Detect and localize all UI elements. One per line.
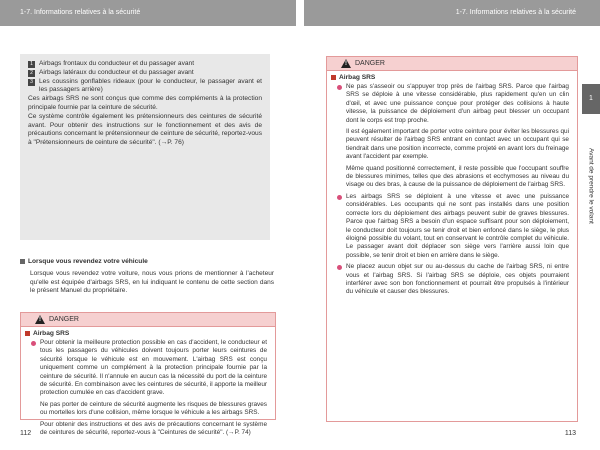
left-page <box>0 26 296 450</box>
chapter-side-label: Avant de prendre le volant <box>587 148 595 224</box>
list-item <box>28 78 262 96</box>
danger-label: DANGER <box>49 315 79 323</box>
square-bullet-icon <box>331 75 336 80</box>
danger-item: Pour obtenir la meilleure protection possible en cas d'accident, le conducteur et tous les passagers du véhicules doivent toujours porter leurs ceintures de sécurité lorsque le véhicule est en mouvement. L'airbag SRS est conçu uniquement comme un complément à la protection principale fournie par la ceinture de sécurité. Il n'annule en aucun cas la nécessité du port de la ceinture de sécurité. En combinaison avec les ceintures de sécurité, il apporte la meilleur protection cumulée en cas d'accident grave. <box>21 339 275 398</box>
info-paragraph: Ce système contrôle également les prétensionneurs des ceintures de sécurité avant. Pour obtenir des instructions sur le fonctionnement et des avis de précautions concernant le prétensionneur de ceinture de sécurité, reportez-vous à "Prétensionneurs de ceinture de sécurité". (→P. 76) <box>28 112 262 147</box>
danger-subtitle: Airbag SRS <box>25 330 275 337</box>
danger-item: Ne placez aucun objet sur ou au-dessus du cache de l'airbag SRS, ni entre vous et l'airbag SRS. Si l'airbag SRS se déploie, ces objets pourraient interférer avec son bon fonctionnement et pourrait être propulsés à l'intérieur du véhicule et causer des blessures. <box>327 263 577 297</box>
list-item-text: Airbags latéraux du conducteur et du passager avant <box>39 68 194 76</box>
bullet-dot-icon <box>337 265 342 270</box>
list-item-text: Airbags frontaux du conducteur et du passager avant <box>39 60 195 67</box>
list-item-text: Les coussins gonflables rideaux (pour le conducteur, le passager avant et les passagers arrière) <box>39 77 262 94</box>
danger-box <box>326 56 578 422</box>
square-bullet-icon <box>20 259 25 264</box>
danger-paragraph: Ne pas porter de ceinture de sécurité augmente les risques de blessures graves ou mortelles lors d'une collision, même lorsque le véhicule a les airbags SRS. <box>40 400 267 417</box>
danger-label: DANGER <box>355 59 385 67</box>
warning-triangle-icon <box>35 315 45 324</box>
section-heading: Lorsque vous revendez votre véhicule <box>20 258 148 265</box>
chapter-title-left: 1-7. Informations relatives à la sécurité <box>20 9 141 16</box>
bullet-dot-icon <box>337 195 342 200</box>
danger-paragraph: Pour obtenir des instructions et des avis de précautions concernant le système de ceintures de sécurité, reportez-vous à "Ceintures de sécurité". (→P. 74) <box>40 420 267 437</box>
list-item <box>28 60 262 69</box>
danger-paragraph: Il est également important de porter votre ceinture pour éviter les blessures qui peuvent résulter de l'airbag SRS entrant en contact avec un occupant qui se tiendrait dans une position incorrecte, comme projeté en avant lors du freinage avant l'accident par exemple. <box>346 128 569 161</box>
info-box <box>20 54 270 240</box>
bullet-dot-icon <box>31 341 36 346</box>
number-badge: 3 <box>28 79 35 86</box>
number-badge: 1 <box>28 61 35 68</box>
chapter-tab: 1 <box>582 84 600 114</box>
warning-triangle-icon <box>341 59 351 68</box>
info-paragraph: Ces airbags SRS ne sont conçus que comme des compléments à la protection principale fournie par la ceinture de sécurité. <box>28 95 262 111</box>
danger-subtitle: Airbag SRS <box>331 74 577 81</box>
danger-item: Ne pas s'asseoir ou s'appuyer trop près de l'airbag SRS. Parce que l'airbag SRS se déploie à une vitesse considérable, plus rapidement qu'en un clin d'œil, et avec une puissance conçue pour protéger des collisions à haute vitesse, la puissance de déploiement d'un airbag peut blesser un occupant dont le corps est trop proche. <box>327 83 577 125</box>
chapter-title-right: 1-7. Informations relatives à la sécurité <box>455 9 576 16</box>
danger-header <box>21 313 275 327</box>
header-bar-left <box>0 0 296 26</box>
page-number: 112 <box>20 430 32 437</box>
number-badge: 2 <box>28 70 35 77</box>
bullet-dot-icon <box>337 85 342 90</box>
danger-item: Les airbags SRS se déploient à une vitesse et avec une puissance considérables. Les occupants qui ne sont pas installés dans une position correcte lors du déploiement des airbags peuvent subir de graves blessures. Parce que l'airbag SRS a besoin d'un espace suffisant pour son déploiement, le conducteur doit toujours se tenir droit et bien enfoncé dans le siège, le plus éloigné possible du volant, tout en conservant le contrôle complet du véhicule. Le passager avant doit déplacer son siège vers l'arrière aussi loin que possible, se tenir droit et bien en arrière dans le siège. <box>327 193 577 260</box>
danger-header <box>327 57 577 71</box>
square-bullet-icon <box>25 331 30 336</box>
page-number: 113 <box>564 430 576 437</box>
list-item <box>28 69 262 78</box>
header-bar-right <box>304 0 600 26</box>
danger-paragraph: Même quand positionné correctement, il reste possible que l'occupant souffre de blessures minimes, telles que des abrasions et ecchymoses au niveau du visage ou des bras, à cause de la puissance de déploiement de l'airbag SRS. <box>346 164 569 189</box>
section-body: Lorsque vous revendez votre voiture, nous vous prions de mentionner à l'acheteur qu'elle est équipée d'airbags SRS, en lui indiquant le contenu de cette section dans le présent Manuel du propriétaire. <box>30 270 274 295</box>
right-page <box>304 26 600 450</box>
